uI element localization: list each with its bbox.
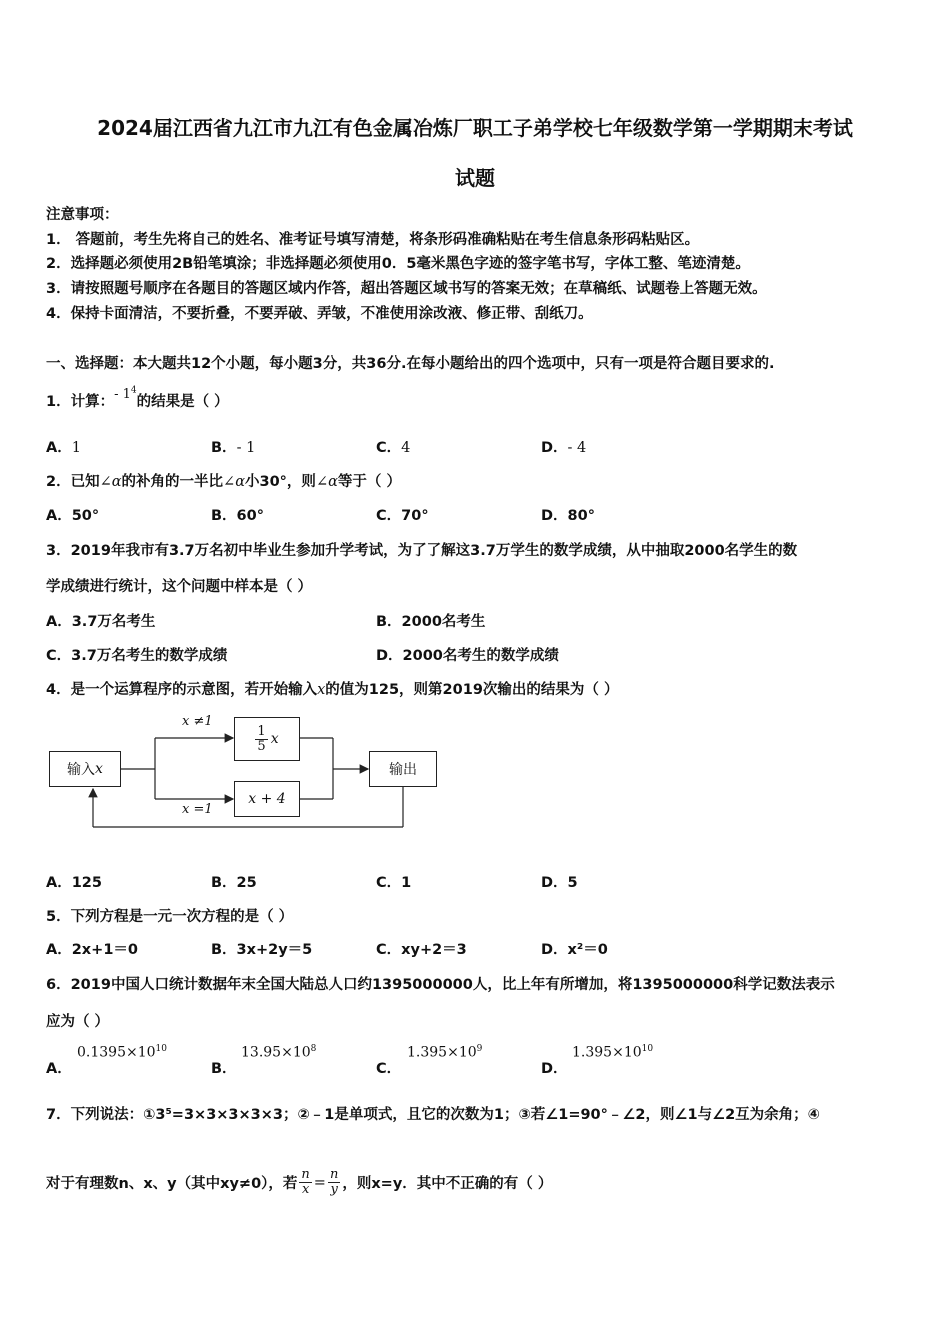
notice-item-1: 1． 答题前，考生先将自己的姓名、准考证号填写清楚，将条形码准确粘贴在考生信息条形码粘贴区。: [46, 232, 700, 248]
q3-option-c: C．3.7万名考生的数学成绩: [46, 648, 228, 664]
q6-option-c-value: $1.395\times 10^9$: [407, 1044, 483, 1061]
flow-condition-bottom: x =1: [182, 802, 213, 817]
exam-title-line1: 2024届江西省九江市九江有色金属冶炼厂职工子弟学校七年级数学第一学期期末考试: [97, 116, 853, 140]
flow-condition-top: x ≠1: [182, 714, 213, 729]
question-5: 5．下列方程是一元一次方程的是（ ）: [46, 909, 294, 925]
q6-option-b-value: $13.95\times 10^8$: [241, 1044, 317, 1061]
notice-item-3: 3．请按照题号顺序在各题目的答题区域内作答，超出答题区域书写的答案无效；在草稿纸、试题卷上答题无效。: [46, 281, 767, 297]
question-3-line1: 3．2019年我市有3.7万名初中毕业生参加升学考试，为了了解这3.7万学生的数学成绩，从中抽取2000名学生的数: [46, 543, 798, 559]
q6-option-c-label: C．: [376, 1061, 402, 1077]
q6-option-d-label: D．: [541, 1061, 568, 1077]
q6-option-d-value: $1.395\times 10^{10}$: [572, 1044, 654, 1061]
q2-option-a: A．50°: [46, 508, 100, 524]
question-4: 4．是一个运算程序的示意图，若开始输入x的值为125，则第2019次输出的结果为（ ）: [46, 682, 619, 698]
q3-option-b: B．2000名考生: [376, 614, 486, 630]
flow-divide-box: $\frac{1}{5}$ x: [234, 717, 300, 761]
question-6-line1: 6．2019中国人口统计数据年末全国大陆总人口约1395000000人，比上年有所增加，将1395000000科学记数法表示: [46, 977, 835, 993]
question-7-line1: 7．下列说法：①3⁵=3×3×3×3×3；②﹣1是单项式，且它的次数为1；③若∠1=90°﹣∠2，则∠1与∠2互为余角；④: [46, 1107, 820, 1123]
question-2: 2．已知∠α的补角的一半比∠α小30°，则∠α等于（ ）: [46, 474, 401, 490]
q1-post: 的结果是（ ）: [136, 394, 229, 410]
q1-option-a: A．1: [46, 440, 81, 456]
flow-output-box: 输出: [369, 751, 437, 787]
flow-input-box: 输入 x: [49, 751, 121, 787]
q1-option-b: B．- 1: [211, 440, 256, 456]
q4-option-b: B．25: [211, 875, 257, 891]
notice-item-4: 4．保持卡面清洁，不要折叠，不要弄破、弄皱，不准使用涂改液、修正带、刮纸刀。: [46, 306, 593, 322]
q5-option-c: C．xy+2＝3: [376, 942, 467, 958]
q5-option-a: A．2x+1＝0: [46, 942, 138, 958]
q1-option-d: D．- 4: [541, 440, 587, 456]
section-heading: 一、选择题：本大题共12个小题，每小题3分，共36分.在每小题给出的四个选项中，只有一项是符合题目要求的.: [46, 356, 775, 372]
q2-option-c: C．70°: [376, 508, 429, 524]
q4-option-d: D．5: [541, 875, 578, 891]
q1-pre: 1．计算：: [46, 394, 115, 410]
q6-option-a-value: $0.1395\times 10^{10}$: [77, 1044, 167, 1061]
q3-option-a: A．3.7万名考生: [46, 614, 156, 630]
q2-option-d: D．80°: [541, 508, 595, 524]
q6-option-b-label: B．: [211, 1061, 237, 1077]
q4-option-a: A．125: [46, 875, 102, 891]
angle-alpha: ∠α: [99, 474, 122, 490]
q1-expression: - $1^4$: [114, 385, 137, 402]
notice-item-2: 2．选择题必须使用2B铅笔填涂；非选择题必须使用0．5毫米黑色字迹的签字笔书写，字体工整、笔迹清楚。: [46, 256, 750, 272]
q5-option-d: D．x²＝0: [541, 942, 608, 958]
exam-title-line2: 试题: [455, 166, 495, 190]
notice-heading: 注意事项：: [46, 207, 119, 223]
question-3-line2: 学成绩进行统计，这个问题中样本是（ ）: [46, 579, 313, 595]
q6-option-a-label: A．: [46, 1061, 72, 1077]
one-fifth-fraction: $\frac{1}{5}$: [257, 723, 266, 754]
question-1: [46, 385, 229, 411]
q1-option-c: C．4: [376, 440, 411, 456]
q2-option-b: B．60°: [211, 508, 264, 524]
question-7-line2: 对于有理数n、x、y（其中xy≠0），若 $\frac{n}{x}$ = $\frac{n}{y}$ ，则x=y．其中不正确的有（ ）: [46, 1167, 553, 1197]
q3-option-d: D．2000名考生的数学成绩: [376, 648, 559, 664]
q4-option-c: C．1: [376, 875, 412, 891]
question-6-line2: 应为（ ）: [46, 1014, 110, 1030]
q5-option-b: B．3x+2y＝5: [211, 942, 313, 958]
fraction-n-over-y: $\frac{n}{y}$: [329, 1167, 339, 1197]
fraction-n-over-x: $\frac{n}{x}$: [301, 1167, 310, 1197]
flow-add-box: x + 4: [234, 781, 300, 817]
